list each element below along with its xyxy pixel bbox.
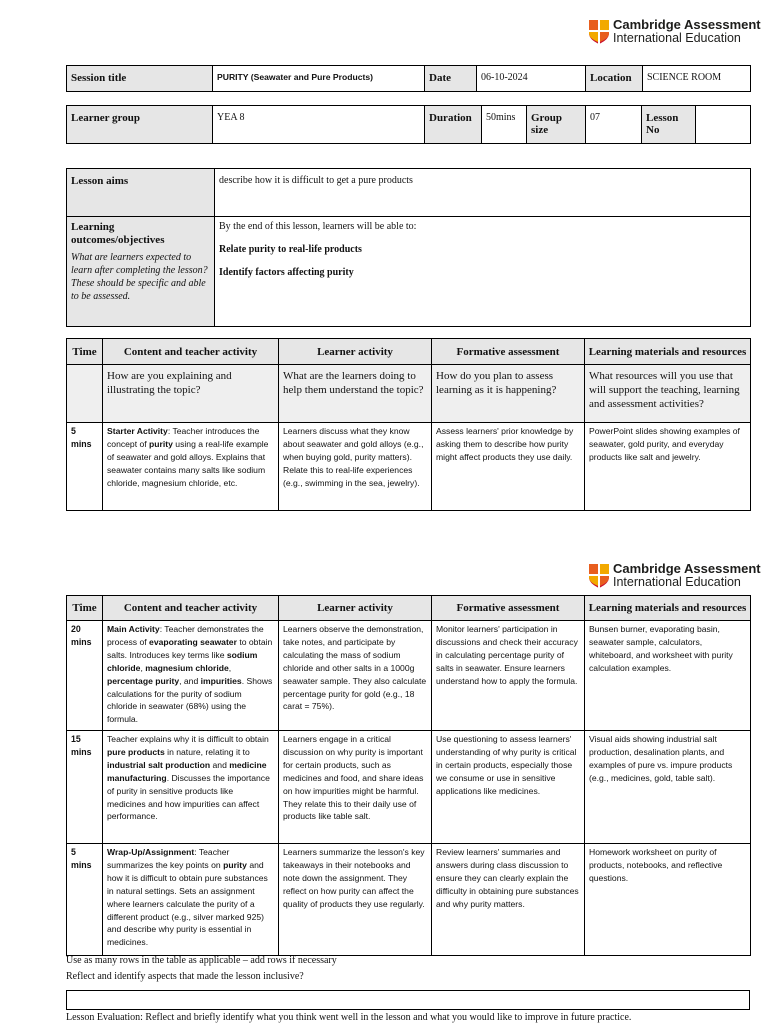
- cambridge-shield-icon: [589, 20, 609, 44]
- outcomes-intro: By the end of this lesson, learners will be able to:: [219, 221, 417, 232]
- learning-outcomes-content: [215, 217, 751, 327]
- question-time: [67, 365, 103, 423]
- header-content: Content and teacher activity: [103, 339, 279, 365]
- main-formative: Monitor learners' participation in discussions and check their accuracy in calculating percentage purity of salts in seawater. Ensure learners understand how to apply the formula.: [432, 621, 585, 731]
- location-label: Location: [586, 66, 643, 92]
- question-learner: What are the learners doing to help them understand the topic?: [279, 365, 432, 423]
- group-size-label: Group size: [527, 106, 586, 144]
- main-materials: Bunsen burner, evaporating basin, seawater sample, calculators, whiteboard, and worksheet with purity calculation examples.: [585, 621, 751, 731]
- cambridge-logo-page-2: [589, 562, 761, 589]
- lesson-no-value: [696, 106, 751, 144]
- learner-group-label: Learner group: [67, 106, 213, 144]
- question-content: How are you explaining and illustrating the topic?: [103, 365, 279, 423]
- lesson-no-label: Lesson No: [642, 106, 696, 144]
- learner-group-value: YEA 8: [213, 106, 425, 144]
- lesson-aims-table: [66, 168, 751, 327]
- wrap-up-materials: Homework worksheet on purity of products, notebooks, and reflective questions.: [585, 844, 751, 956]
- starter-materials: PowerPoint slides showing examples of seawater, gold purity, and everyday products like salt and jewelry.: [585, 423, 751, 511]
- header-learner: Learner activity: [279, 339, 432, 365]
- group-size-value: 07: [586, 106, 642, 144]
- main-learner: Learners observe the demonstration, take notes, and participate by calculating the mass of sodium chloride and other salts in a 1000g seawater sample. They also calculate percentage purity for gold (e.g., 18 carat = 75%).: [279, 621, 432, 731]
- duration-label: Duration: [425, 106, 482, 144]
- outcome-2: Identify factors affecting purity: [219, 267, 354, 278]
- header-learner: Learner activity: [279, 596, 432, 621]
- header-formative: Formative assessment: [432, 339, 585, 365]
- date-value: 06-10-2024: [477, 66, 586, 92]
- header-materials: Learning materials and resources: [585, 339, 751, 365]
- main-time: 20 mins: [67, 621, 103, 731]
- discussion-time: 15 mins: [67, 731, 103, 844]
- wrap-up-time: 5 mins: [67, 844, 103, 956]
- starter-learner: Learners discuss what they know about seawater and gold alloys (e.g., when buying gold, purity matters). Relate this to real-life experiences (e.g., swimming in the sea, jewelry).: [279, 423, 432, 511]
- outcome-1: Relate purity to real-life products: [219, 244, 362, 255]
- learning-outcomes-hint: What are learners expected to learn after completing the lesson? These should be specific and able to be assessed.: [71, 252, 208, 302]
- discussion-learner: Learners engage in a critical discussion on why purity is important for certain products, such as medicines and food, and share ideas on how impurities might be harmful. They relate this to their daily use of products like table salt.: [279, 731, 432, 844]
- discussion-formative: Use questioning to assess learners' understanding of why purity is critical in certain products, especially those we consume or use in sensitive applications like medicines.: [432, 731, 585, 844]
- session-title-value: PURITY (Seawater and Pure Products): [213, 66, 425, 92]
- starter-formative: Assess learners' prior knowledge by asking them to describe how purity might affect products they use daily.: [432, 423, 585, 511]
- evaluation-prompt: Lesson Evaluation: Reflect and briefly identify what you think went well in the lesson and what you would like to improve in future practice.: [66, 1012, 632, 1023]
- header-content: Content and teacher activity: [103, 596, 279, 621]
- date-label: Date: [425, 66, 477, 92]
- starter-time: 5 mins: [67, 423, 103, 511]
- session-title-label: Session title: [67, 66, 213, 92]
- header-materials: Learning materials and resources: [585, 596, 751, 621]
- logo-line-1: Cambridge Assessment: [613, 17, 761, 32]
- logo-line-2: International Education: [613, 575, 741, 589]
- question-formative: How do you plan to assess learning as it is happening?: [432, 365, 585, 423]
- wrap-up-formative: Review learners' summaries and answers during class discussion to ensure they can clearly explain the difficulty in obtaining pure substances and why purity matters.: [432, 844, 585, 956]
- logo-line-2: International Education: [613, 31, 741, 45]
- cambridge-shield-icon: [589, 564, 609, 588]
- inclusive-response-box[interactable]: [66, 990, 750, 1010]
- learning-outcomes-cell: [67, 217, 215, 327]
- header-formative: Formative assessment: [432, 596, 585, 621]
- main-content: Main Activity: Teacher demonstrates the process of evaporating seawater to obtain salts. Introduces key terms like sodium chloride, magnesium chloride, percentage purity, and impurities. Shows calculations for the purity of sodium chloride in seawater (68%) using the formula.: [103, 621, 279, 731]
- learning-outcomes-label: Learning outcomes/objectives: [71, 221, 165, 246]
- header-time: Time: [67, 596, 103, 621]
- lesson-plan-table-1: [66, 338, 751, 511]
- discussion-content: Teacher explains why it is difficult to obtain pure products in nature, relating it to industrial salt production and medicine manufacturing. Discusses the importance of purity in sensitive products like medicines and how impurities can affect performance.: [103, 731, 279, 844]
- session-info-table: [66, 65, 751, 92]
- location-value: SCIENCE ROOM: [643, 66, 751, 92]
- rows-note: Use as many rows in the table as applicable – add rows if necessary: [66, 955, 337, 966]
- discussion-materials: Visual aids showing industrial salt production, desalination plants, and examples of pure vs. impure products (e.g., medicines, gold, table salt).: [585, 731, 751, 844]
- lesson-plan-table-2: [66, 595, 751, 956]
- cambridge-logo: [589, 18, 761, 45]
- lesson-aims-value: describe how it is difficult to get a pure products: [215, 169, 751, 217]
- wrap-up-learner: Learners summarize the lesson's key takeaways in their notebooks and note down the assignment. They reflect on how purity can affect the quality of products they use regularly.: [279, 844, 432, 956]
- header-time: Time: [67, 339, 103, 365]
- duration-value: 50mins: [482, 106, 527, 144]
- inclusive-prompt: Reflect and identify aspects that made the lesson inclusive?: [66, 971, 304, 982]
- learner-group-table: [66, 105, 751, 144]
- lesson-aims-label: Lesson aims: [67, 169, 215, 217]
- question-materials: What resources will you use that will support the teaching, learning and assessment activities?: [585, 365, 751, 423]
- logo-line-1: Cambridge Assessment: [613, 561, 761, 576]
- wrap-up-content: Wrap-Up/Assignment: Teacher summarizes the key points on purity and how it is difficult to obtain pure substances in natural settings. Sets an assignment where learners calculate the purity of a different product (e.g., silver marked 925) and describe why purity is essential in medicines.: [103, 844, 279, 956]
- starter-content: Starter Activity: Teacher introduces the concept of purity using a real-life example of seawater and gold alloys. Explains that seawater contains many salts like sodium chloride, magnesium chloride, etc.: [103, 423, 279, 511]
